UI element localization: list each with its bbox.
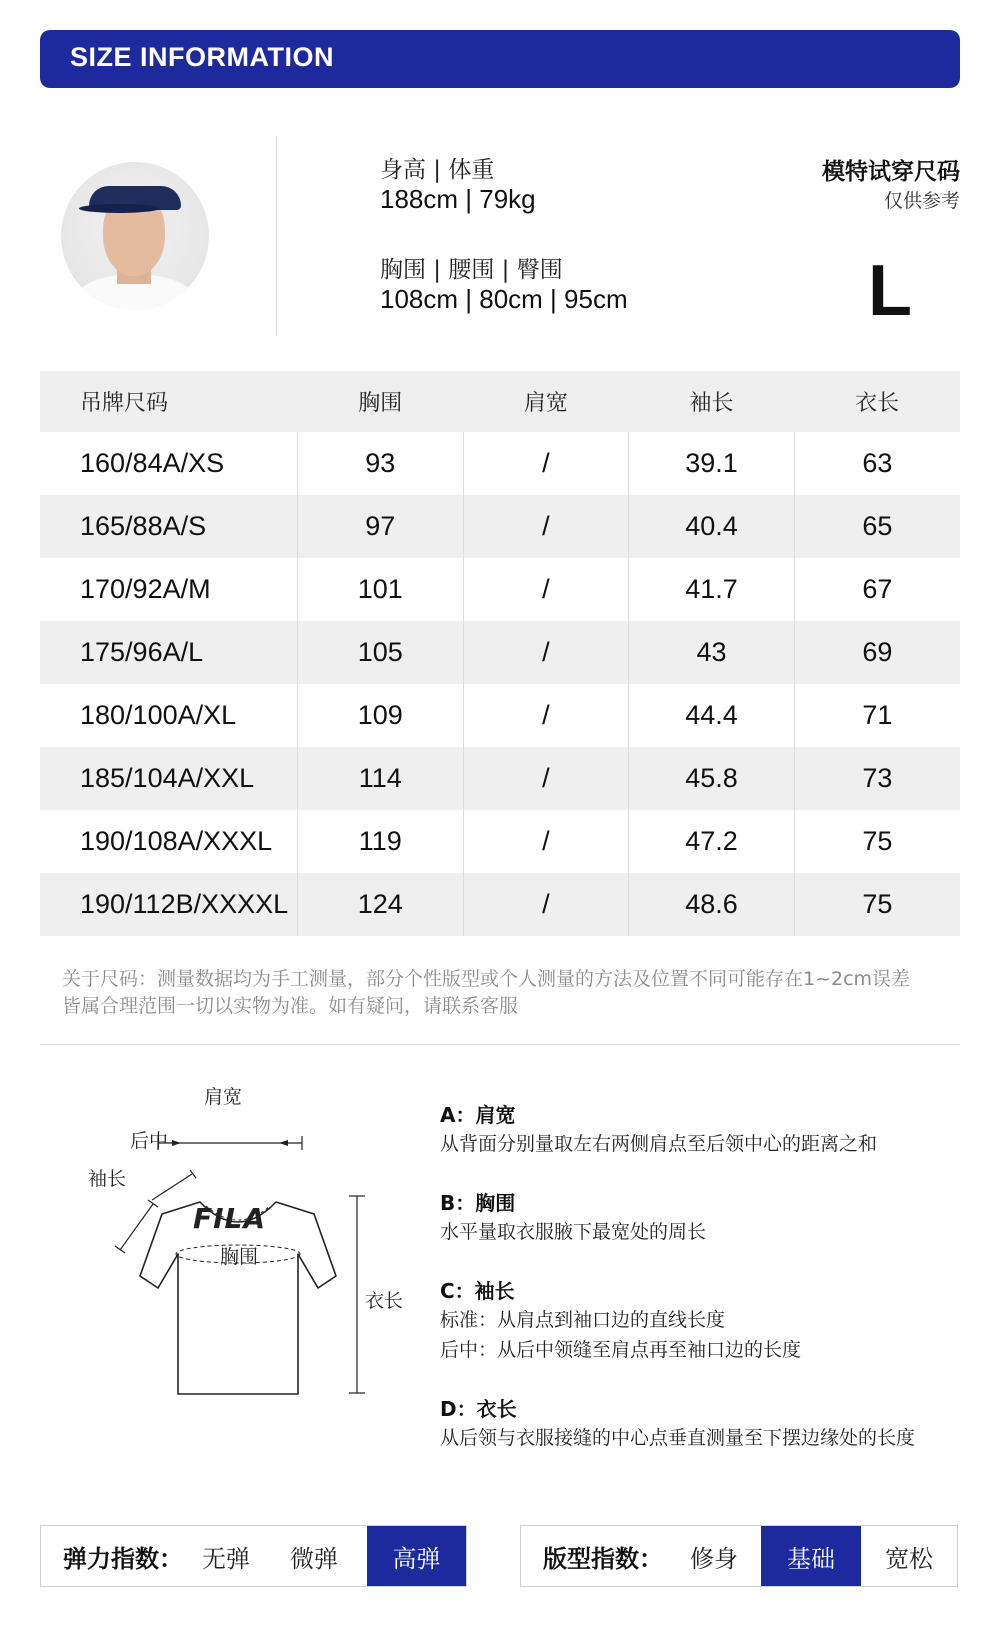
- cell-shoulder: /: [463, 810, 629, 873]
- cell-chest: 114: [297, 747, 463, 810]
- def-a-text: 从背面分别量取左右两侧肩点至后领中心的距离之和: [440, 1133, 878, 1155]
- table-row: [40, 810, 960, 873]
- cell-size: 170/92A/M: [80, 574, 211, 604]
- try-size-note: 仅供参考: [883, 190, 960, 212]
- diagram-back-center-label: 后中: [130, 1130, 169, 1152]
- elasticity-index: [40, 1525, 467, 1587]
- cell-length: 75: [794, 810, 960, 873]
- cell-shoulder: /: [463, 621, 629, 684]
- fit-option-slim: 修身: [690, 1544, 738, 1573]
- cell-chest: 101: [297, 558, 463, 621]
- cell-chest: 124: [297, 873, 463, 936]
- fit-label: 版型指数：: [543, 1544, 663, 1573]
- cell-shoulder: /: [463, 495, 629, 558]
- cell-length: 75: [794, 873, 960, 936]
- diagram-shoulder-label: 肩宽: [204, 1086, 243, 1108]
- table-row: [40, 621, 960, 684]
- header-sleeve: 袖长: [629, 371, 795, 432]
- cell-size: 160/84A/XS: [80, 448, 225, 478]
- model-divider: [276, 136, 277, 336]
- cell-sleeve: 39.1: [629, 432, 795, 495]
- def-d-text: 从后领与衣服接缝的中心点垂直测量至下摆边缘处的长度: [440, 1427, 916, 1449]
- table-row: [40, 684, 960, 747]
- def-c-text-1: 标准：从肩点到袖口边的直线长度: [440, 1309, 726, 1331]
- cell-sleeve: 45.8: [629, 747, 795, 810]
- diagram-length-label: 衣长: [365, 1290, 404, 1312]
- header-chest: 胸围: [297, 371, 463, 432]
- size-note-line-1: 关于尺码：测量数据均为手工测量，部分个性版型或个人测量的方法及位置不同可能存在1~2cm误差: [62, 968, 911, 990]
- cell-shoulder: /: [463, 747, 629, 810]
- cell-sleeve: 47.2: [629, 810, 795, 873]
- def-a-title: A：肩宽: [440, 1103, 516, 1127]
- cell-sleeve: 40.4: [629, 495, 795, 558]
- cell-chest: 93: [297, 432, 463, 495]
- diagram-sleeve-label: 袖长: [88, 1168, 127, 1190]
- measure-value: 108cm | 80cm | 95cm: [380, 284, 628, 314]
- header-tag-size: 吊牌尺码: [40, 371, 297, 432]
- fila-logo: FILA: [193, 1202, 267, 1235]
- header-length: 衣长: [794, 371, 960, 432]
- cell-shoulder: /: [463, 432, 629, 495]
- elasticity-option-high: 高弹: [367, 1526, 466, 1586]
- model-avatar: [61, 162, 209, 310]
- cell-sleeve: 48.6: [629, 873, 795, 936]
- cell-chest: 105: [297, 621, 463, 684]
- table-row: [40, 873, 960, 936]
- cell-length: 73: [794, 747, 960, 810]
- elasticity-label: 弹力指数：: [63, 1544, 183, 1573]
- def-c-title: C：袖长: [440, 1279, 515, 1303]
- def-d-title: D：衣长: [440, 1397, 517, 1421]
- diagram-chest-label: 胸围: [220, 1246, 259, 1268]
- cell-shoulder: /: [463, 684, 629, 747]
- height-weight-value: 188cm | 79kg: [380, 184, 536, 214]
- cell-size: 190/112B/XXXXL: [40, 873, 297, 936]
- cell-size: 185/104A/XXL: [40, 747, 297, 810]
- height-weight-label: 身高 | 体重: [380, 157, 495, 183]
- cell-shoulder: /: [463, 873, 629, 936]
- cell-chest: 109: [297, 684, 463, 747]
- header-shoulder: 肩宽: [463, 371, 629, 432]
- cell-shoulder: /: [463, 558, 629, 621]
- fit-index: [520, 1525, 958, 1587]
- cell-size: 190/108A/XXXL: [80, 826, 273, 856]
- cell-length: 67: [794, 558, 960, 621]
- measure-label: 胸围 | 腰围 | 臀围: [380, 257, 563, 283]
- cell-length: 63: [794, 432, 960, 495]
- cell-size: 175/96A/L: [40, 621, 297, 684]
- cell-chest: 119: [297, 810, 463, 873]
- cell-sleeve: 44.4: [629, 684, 795, 747]
- def-b-text: 水平量取衣服腋下最宽处的周长: [440, 1221, 707, 1243]
- table-row: [40, 747, 960, 810]
- size-table: [40, 371, 960, 936]
- try-size-value: L: [868, 251, 912, 331]
- try-size-title: 模特试穿尺码: [822, 159, 960, 185]
- def-b-title: B：胸围: [440, 1191, 516, 1215]
- cell-length: 65: [794, 495, 960, 558]
- cell-sleeve: 41.7: [629, 558, 795, 621]
- header-bar: [40, 30, 960, 88]
- cell-chest: 97: [297, 495, 463, 558]
- cell-length: 71: [794, 684, 960, 747]
- elasticity-option-slight: 微弹: [290, 1544, 338, 1573]
- section-divider: [40, 1044, 960, 1045]
- page-title: SIZE INFORMATION: [70, 42, 334, 72]
- table-row: [40, 495, 960, 558]
- cell-size: 180/100A/XL: [80, 700, 237, 730]
- table-row: [40, 432, 960, 495]
- fit-option-loose: 宽松: [885, 1544, 933, 1573]
- fit-option-regular: 基础: [761, 1526, 861, 1586]
- measurement-diagram: [60, 1086, 440, 1430]
- cell-size: 165/88A/S: [40, 495, 297, 558]
- table-row: [40, 558, 960, 621]
- elasticity-option-none: 无弹: [202, 1544, 250, 1573]
- size-note-line-2: 皆属合理范围一切以实物为准。如有疑问，请联系客服: [62, 995, 519, 1017]
- cell-sleeve: 43: [629, 621, 795, 684]
- cell-length: 69: [794, 621, 960, 684]
- def-c-text-2: 后中：从后中领缝至肩点再至袖口边的长度: [440, 1339, 802, 1361]
- table-header-row: [40, 371, 960, 432]
